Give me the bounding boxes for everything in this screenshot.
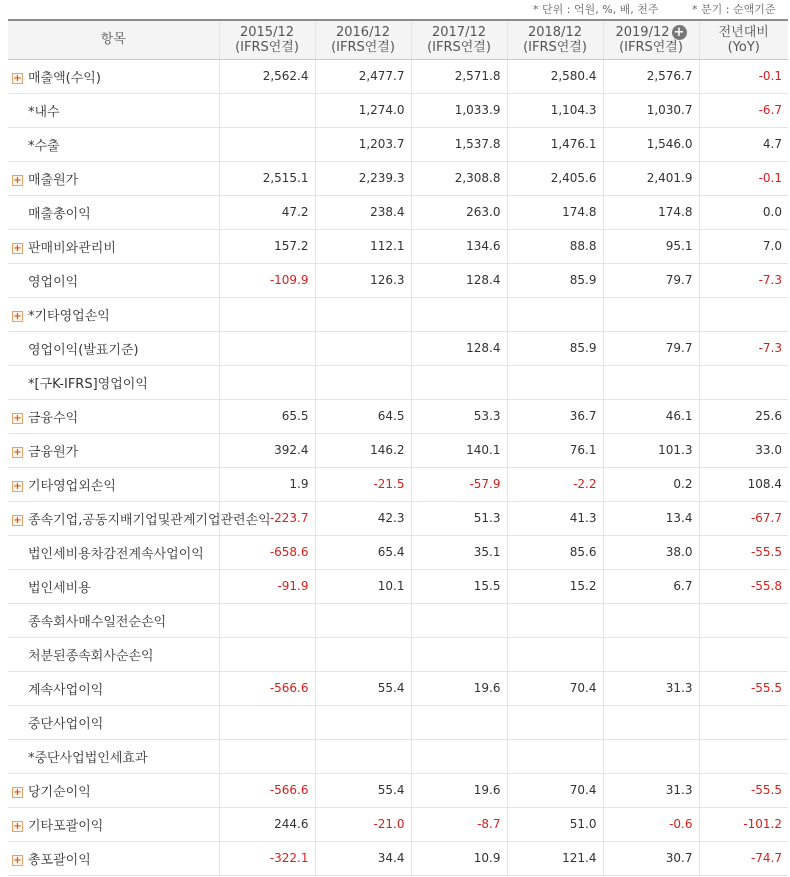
value-cell: 79.7 xyxy=(603,263,699,297)
table-row xyxy=(8,399,788,433)
value-cell xyxy=(315,637,411,671)
value-cell: 1,546.0 xyxy=(603,127,699,161)
table-row xyxy=(8,501,788,535)
expand-icon[interactable]: + xyxy=(13,786,22,798)
row-label: 금융원가 xyxy=(28,444,79,460)
value-cell xyxy=(219,637,315,671)
value-cell: 2,571.8 xyxy=(411,59,507,93)
value-cell: 35.1 xyxy=(411,535,507,569)
value-cell: 128.4 xyxy=(411,331,507,365)
value-cell: 15.2 xyxy=(507,569,603,603)
value-cell: 85.9 xyxy=(507,263,603,297)
row-label-cell xyxy=(8,263,219,297)
income-statement-table xyxy=(8,19,788,876)
row-label-cell xyxy=(8,535,219,569)
value-cell: 174.8 xyxy=(603,195,699,229)
yoy-cell: 7.0 xyxy=(699,229,788,263)
value-cell xyxy=(411,365,507,399)
row-label: 매출액(수익) xyxy=(28,70,101,86)
value-cell xyxy=(411,603,507,637)
row-label: 법인세비용 xyxy=(28,580,91,596)
expand-icon[interactable]: + xyxy=(13,854,22,866)
value-cell: 1,104.3 xyxy=(507,93,603,127)
row-label-cell xyxy=(8,637,219,671)
table-row xyxy=(8,569,788,603)
value-cell: 55.4 xyxy=(315,671,411,705)
value-cell: 31.3 xyxy=(603,773,699,807)
value-cell: -223.7 xyxy=(219,501,315,535)
value-cell xyxy=(219,127,315,161)
value-cell: 244.6 xyxy=(219,807,315,841)
yoy-cell xyxy=(699,603,788,637)
value-cell: 51.3 xyxy=(411,501,507,535)
yoy-cell xyxy=(699,705,788,739)
row-label-cell xyxy=(8,671,219,705)
value-cell: 65.4 xyxy=(315,535,411,569)
row-label: 영업이익 xyxy=(28,274,79,290)
value-cell: -8.7 xyxy=(411,807,507,841)
row-label-cell[interactable] xyxy=(8,433,219,467)
value-cell xyxy=(603,637,699,671)
value-cell: -21.0 xyxy=(315,807,411,841)
value-cell: 38.0 xyxy=(603,535,699,569)
table-row xyxy=(8,739,788,773)
row-label-cell xyxy=(8,331,219,365)
value-cell: 70.4 xyxy=(507,773,603,807)
row-label-cell[interactable] xyxy=(8,399,219,433)
value-cell xyxy=(603,297,699,331)
value-cell xyxy=(507,637,603,671)
value-cell: 134.6 xyxy=(411,229,507,263)
yoy-cell: -74.7 xyxy=(699,841,788,875)
yoy-cell: -55.5 xyxy=(699,671,788,705)
row-label: 당기순이익 xyxy=(28,784,91,800)
table-row xyxy=(8,365,788,399)
value-cell xyxy=(315,705,411,739)
value-cell xyxy=(219,739,315,773)
value-cell: 2,580.4 xyxy=(507,59,603,93)
value-cell xyxy=(603,705,699,739)
row-label: 총포괄이익 xyxy=(28,852,91,868)
expand-icon[interactable]: + xyxy=(13,412,22,424)
row-label: 기타영업외손익 xyxy=(28,478,116,494)
row-label-cell[interactable] xyxy=(8,841,219,875)
value-cell xyxy=(219,331,315,365)
value-cell xyxy=(507,297,603,331)
value-cell: 263.0 xyxy=(411,195,507,229)
value-cell xyxy=(507,365,603,399)
unit-notes xyxy=(0,0,790,19)
value-cell: 51.0 xyxy=(507,807,603,841)
yoy-cell: 25.6 xyxy=(699,399,788,433)
row-label-cell xyxy=(8,739,219,773)
value-cell: 70.4 xyxy=(507,671,603,705)
value-cell: 101.3 xyxy=(603,433,699,467)
value-cell xyxy=(507,739,603,773)
row-label-cell[interactable] xyxy=(8,467,219,501)
value-cell: 2,477.7 xyxy=(315,59,411,93)
expand-icon[interactable]: + xyxy=(13,242,22,254)
value-cell: -566.6 xyxy=(219,671,315,705)
table-row xyxy=(8,841,788,875)
row-label: 금융수익 xyxy=(28,410,79,426)
value-cell xyxy=(219,365,315,399)
value-cell: 128.4 xyxy=(411,263,507,297)
value-cell: 174.8 xyxy=(507,195,603,229)
value-cell: 15.5 xyxy=(411,569,507,603)
unit-note: * 단위 : 억원, %, 배, 천주 xyxy=(533,3,659,16)
table-row xyxy=(8,671,788,705)
table-row xyxy=(8,331,788,365)
value-cell: 2,405.6 xyxy=(507,161,603,195)
value-cell: 126.3 xyxy=(315,263,411,297)
value-cell: -566.6 xyxy=(219,773,315,807)
value-cell: 19.6 xyxy=(411,773,507,807)
row-label: 중단사업이익 xyxy=(28,716,104,732)
value-cell: 31.3 xyxy=(603,671,699,705)
year-header-2016: 2016/12 (IFRS연결) xyxy=(315,20,411,59)
row-label: 법인세비용차감전계속사업이익 xyxy=(28,546,204,562)
yoy-cell: 0.0 xyxy=(699,195,788,229)
value-cell xyxy=(603,365,699,399)
year-header-2017: 2017/12 (IFRS연결) xyxy=(411,20,507,59)
expand-icon[interactable]: + xyxy=(13,174,22,186)
row-label-cell xyxy=(8,569,219,603)
value-cell xyxy=(219,603,315,637)
value-cell: 30.7 xyxy=(603,841,699,875)
value-cell: 2,562.4 xyxy=(219,59,315,93)
value-cell: 10.1 xyxy=(315,569,411,603)
yoy-cell: -55.5 xyxy=(699,535,788,569)
expand-icon[interactable]: + xyxy=(13,820,22,832)
value-cell: 10.9 xyxy=(411,841,507,875)
value-cell: 55.4 xyxy=(315,773,411,807)
table-row xyxy=(8,705,788,739)
expand-icon[interactable]: + xyxy=(13,514,22,526)
table-row xyxy=(8,535,788,569)
value-cell: -0.6 xyxy=(603,807,699,841)
value-cell: 47.2 xyxy=(219,195,315,229)
value-cell: 53.3 xyxy=(411,399,507,433)
value-cell: 392.4 xyxy=(219,433,315,467)
value-cell: 34.4 xyxy=(315,841,411,875)
value-cell: 64.5 xyxy=(315,399,411,433)
value-cell: 0.2 xyxy=(603,467,699,501)
table-row xyxy=(8,195,788,229)
yoy-cell xyxy=(699,739,788,773)
table-row xyxy=(8,637,788,671)
table-row xyxy=(8,93,788,127)
value-cell: 2,515.1 xyxy=(219,161,315,195)
table-row xyxy=(8,161,788,195)
table-row xyxy=(8,433,788,467)
value-cell: 1,030.7 xyxy=(603,93,699,127)
value-cell: 146.2 xyxy=(315,433,411,467)
value-cell: 2,576.7 xyxy=(603,59,699,93)
value-cell: 112.1 xyxy=(315,229,411,263)
year-header-2018: 2018/12 (IFRS연결) xyxy=(507,20,603,59)
row-label-cell[interactable] xyxy=(8,501,271,535)
row-label-cell[interactable] xyxy=(8,773,219,807)
value-cell: 85.6 xyxy=(507,535,603,569)
value-cell xyxy=(315,603,411,637)
yoy-cell: 33.0 xyxy=(699,433,788,467)
row-label-cell[interactable] xyxy=(8,297,219,331)
table-row xyxy=(8,467,788,501)
table-row xyxy=(8,127,788,161)
yoy-cell: -7.3 xyxy=(699,331,788,365)
row-label: 처분된종속회사순손익 xyxy=(28,648,154,664)
value-cell: -91.9 xyxy=(219,569,315,603)
table-row xyxy=(8,807,788,841)
row-label-cell[interactable] xyxy=(8,229,219,263)
value-cell: 85.9 xyxy=(507,331,603,365)
value-cell: 65.5 xyxy=(219,399,315,433)
yoy-cell: -101.2 xyxy=(699,807,788,841)
value-cell xyxy=(603,739,699,773)
row-label: *내수 xyxy=(28,104,60,120)
value-cell xyxy=(315,365,411,399)
table-row xyxy=(8,59,788,93)
value-cell: 140.1 xyxy=(411,433,507,467)
value-cell: 6.7 xyxy=(603,569,699,603)
value-cell xyxy=(507,705,603,739)
yoy-cell xyxy=(699,297,788,331)
yoy-cell xyxy=(699,637,788,671)
value-cell: 2,308.8 xyxy=(411,161,507,195)
year-header-2019: 2019/12 + (IFRS연결) xyxy=(603,20,699,59)
row-label: 매출원가 xyxy=(28,172,79,188)
row-label: *수출 xyxy=(28,138,60,154)
row-label-cell xyxy=(8,127,219,161)
value-cell xyxy=(411,297,507,331)
value-cell xyxy=(411,705,507,739)
table-row xyxy=(8,263,788,297)
value-cell: -21.5 xyxy=(315,467,411,501)
row-label: 종속회사매수일전순손익 xyxy=(28,614,167,630)
quarter-note: * 분기 : 순액기준 xyxy=(692,3,776,16)
row-label-cell xyxy=(8,93,219,127)
yoy-cell: 4.7 xyxy=(699,127,788,161)
row-label-cell xyxy=(8,705,219,739)
value-cell xyxy=(219,93,315,127)
row-label: *기타영업손익 xyxy=(28,308,110,324)
value-cell xyxy=(219,705,315,739)
value-cell: 238.4 xyxy=(315,195,411,229)
row-label: 영업이익(발표기준) xyxy=(28,342,139,358)
row-label-cell[interactable] xyxy=(8,59,219,93)
value-cell: 46.1 xyxy=(603,399,699,433)
yoy-cell: 108.4 xyxy=(699,467,788,501)
row-label-cell[interactable] xyxy=(8,161,219,195)
value-cell: -322.1 xyxy=(219,841,315,875)
value-cell: -2.2 xyxy=(507,467,603,501)
value-cell: 13.4 xyxy=(603,501,699,535)
value-cell: 157.2 xyxy=(219,229,315,263)
yoy-cell xyxy=(699,365,788,399)
value-cell: 42.3 xyxy=(315,501,411,535)
value-cell: -57.9 xyxy=(411,467,507,501)
value-cell: 1,274.0 xyxy=(315,93,411,127)
value-cell: 2,401.9 xyxy=(603,161,699,195)
value-cell: 121.4 xyxy=(507,841,603,875)
row-label: 매출총이익 xyxy=(28,206,91,222)
row-label: *중단사업법인세효과 xyxy=(28,750,148,766)
value-cell: -109.9 xyxy=(219,263,315,297)
table-row xyxy=(8,773,788,807)
value-cell: 1,203.7 xyxy=(315,127,411,161)
table-row xyxy=(8,603,788,637)
yoy-cell: -0.1 xyxy=(699,59,788,93)
expand-icon[interactable]: + xyxy=(13,446,22,458)
value-cell: 79.7 xyxy=(603,331,699,365)
year-header-2015: 2015/12 (IFRS연결) xyxy=(219,20,315,59)
row-label: 종속기업,공동지배기업및관계기업관련손익 xyxy=(28,512,271,528)
value-cell xyxy=(315,331,411,365)
expand-icon[interactable]: + xyxy=(13,480,22,492)
value-cell xyxy=(507,603,603,637)
value-cell xyxy=(411,637,507,671)
value-cell: 88.8 xyxy=(507,229,603,263)
row-label: 기타포괄이익 xyxy=(28,818,104,834)
header-row xyxy=(8,20,788,59)
table-row xyxy=(8,297,788,331)
value-cell: 36.7 xyxy=(507,399,603,433)
value-cell xyxy=(603,603,699,637)
yoy-header: 전년대비 (YoY) xyxy=(699,20,788,59)
yoy-cell: -55.8 xyxy=(699,569,788,603)
value-cell: 1,537.8 xyxy=(411,127,507,161)
row-label-cell xyxy=(8,195,219,229)
value-cell: 95.1 xyxy=(603,229,699,263)
row-label-cell[interactable] xyxy=(8,807,219,841)
value-cell xyxy=(315,739,411,773)
row-label: 판매비와관리비 xyxy=(28,240,116,256)
value-cell: 1,476.1 xyxy=(507,127,603,161)
expand-icon[interactable]: + xyxy=(13,72,22,84)
yoy-cell: -0.1 xyxy=(699,161,788,195)
value-cell xyxy=(219,297,315,331)
table-row xyxy=(8,229,788,263)
plus-circle-icon[interactable]: + xyxy=(672,25,687,40)
value-cell: 1.9 xyxy=(219,467,315,501)
value-cell xyxy=(315,297,411,331)
row-label: 계속사업이익 xyxy=(28,682,104,698)
value-cell: 19.6 xyxy=(411,671,507,705)
row-label-cell xyxy=(8,603,219,637)
value-cell xyxy=(411,739,507,773)
item-header: 항목 xyxy=(8,20,219,59)
yoy-cell: -7.3 xyxy=(699,263,788,297)
value-cell: 76.1 xyxy=(507,433,603,467)
yoy-cell: -6.7 xyxy=(699,93,788,127)
value-cell: 1,033.9 xyxy=(411,93,507,127)
row-label: *[구K-IFRS]영업이익 xyxy=(28,376,148,392)
row-label-cell xyxy=(8,365,219,399)
value-cell: -658.6 xyxy=(219,535,315,569)
yoy-cell: -55.5 xyxy=(699,773,788,807)
value-cell: 2,239.3 xyxy=(315,161,411,195)
value-cell: 41.3 xyxy=(507,501,603,535)
yoy-cell: -67.7 xyxy=(699,501,788,535)
expand-icon[interactable]: + xyxy=(13,310,22,322)
